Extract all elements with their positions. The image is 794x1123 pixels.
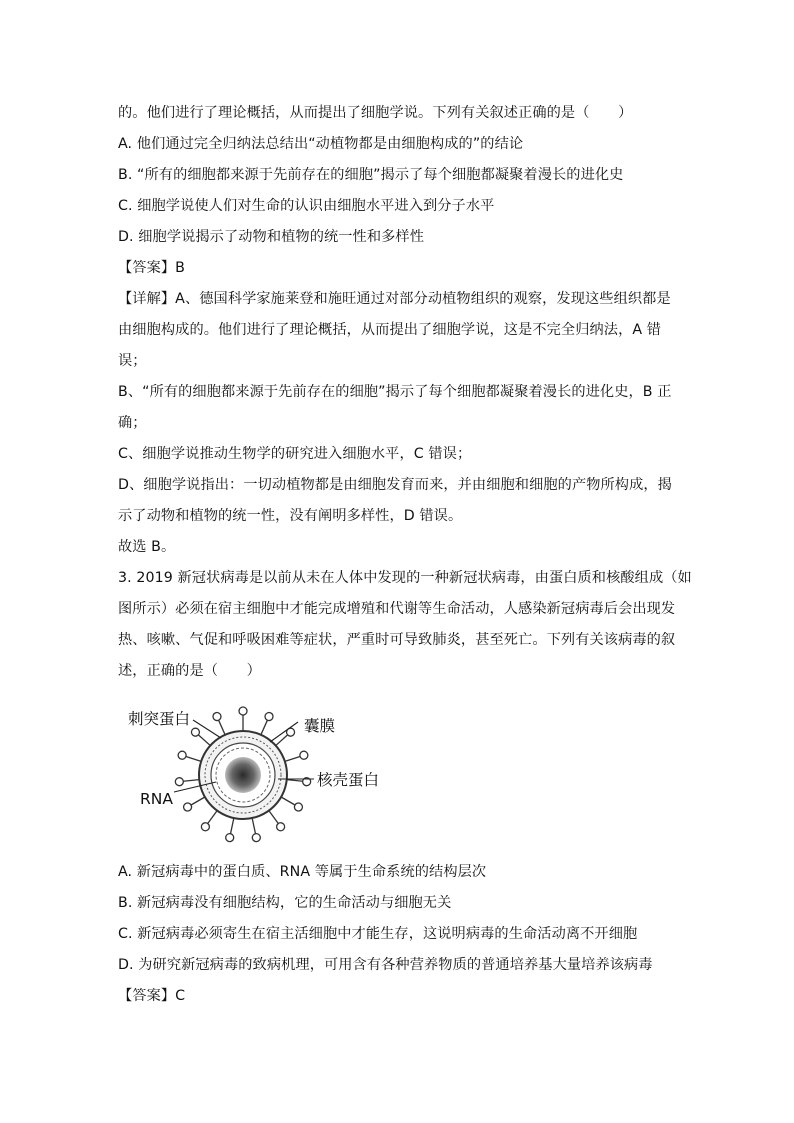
explanation-line: 误； <box>118 353 147 369</box>
explanation-line: 示了动物和植物的统一性，没有阐明多样性，D 错误。 <box>118 508 463 524</box>
label-rna: RNA <box>140 790 173 808</box>
conclusion-line: 故选 B。 <box>118 539 176 555</box>
answer-line: 【答案】B <box>118 260 185 276</box>
option-a: A. 新冠病毒中的蛋白质、RNA 等属于生命系统的结构层次 <box>118 864 487 880</box>
option-a: A. 他们通过完全归纳法总结出“动植物都是由细胞构成的”的结论 <box>118 136 524 152</box>
explanation-line: 由细胞构成的。他们进行了理论概括，从而提出了细胞学说，这是不完全归纳法，A 错 <box>118 322 662 338</box>
option-c: C. 新冠病毒必须寄生在宿主活细胞中才能生存，这说明病毒的生命活动离不开细胞 <box>118 926 638 942</box>
question-3-line: 3. 2019 新冠状病毒是以前从未在人体中发现的一种新冠状病毒，由蛋白质和核酸组成（如 <box>118 570 692 586</box>
explanation-line: B、“所有的细胞都来源于先前存在的细胞”揭示了每个细胞都凝聚着漫长的进化史，B 正 <box>118 384 672 400</box>
option-d: D. 细胞学说揭示了动物和植物的统一性和多样性 <box>118 229 424 245</box>
question-stem-line: 的。他们进行了理论概括，从而提出了细胞学说。下列有关叙述正确的是（ ） <box>118 105 633 121</box>
question-3-line: 图所示）必须在宿主细胞中才能完成增殖和代谢等生命活动，人感染新冠病毒后会出现发 <box>118 601 676 617</box>
label-spike-protein: 刺突蛋白 <box>128 710 191 728</box>
option-b: B. 新冠病毒没有细胞结构，它的生命活动与细胞无关 <box>118 895 452 911</box>
answer-line: 【答案】C <box>118 988 186 1004</box>
explanation-line: 确； <box>118 415 147 431</box>
label-capsid-protein: 核壳蛋白 <box>317 771 380 789</box>
label-envelope: 囊膜 <box>304 717 336 735</box>
option-c: C. 细胞学说使人们对生命的认识由细胞水平进入到分子水平 <box>118 198 495 214</box>
explanation-line: D、细胞学说指出：一切动植物都是由细胞发育而来，并由细胞和细胞的产物所构成，揭 <box>118 477 672 493</box>
explanation-line: C、细胞学说推动生物学的研究进入细胞水平，C 错误； <box>118 446 472 462</box>
question-3-line: 述，正确的是（ ） <box>118 663 261 679</box>
question-3-line: 热、咳嗽、气促和呼吸困难等症状，严重时可导致肺炎，甚至死亡。下列有关该病毒的叙 <box>118 632 676 648</box>
virus-diagram <box>118 700 388 850</box>
option-d: D. 为研究新冠病毒的致病机理，可用含有各种营养物质的普通培养基大量培养该病毒 <box>118 957 653 973</box>
option-b: B. “所有的细胞都来源于先前存在的细胞”揭示了每个细胞都凝聚着漫长的进化史 <box>118 167 624 183</box>
explanation-line: 【详解】A、德国科学家施莱登和施旺通过对部分动植物组织的观察，发现这些组织都是 <box>118 291 671 307</box>
